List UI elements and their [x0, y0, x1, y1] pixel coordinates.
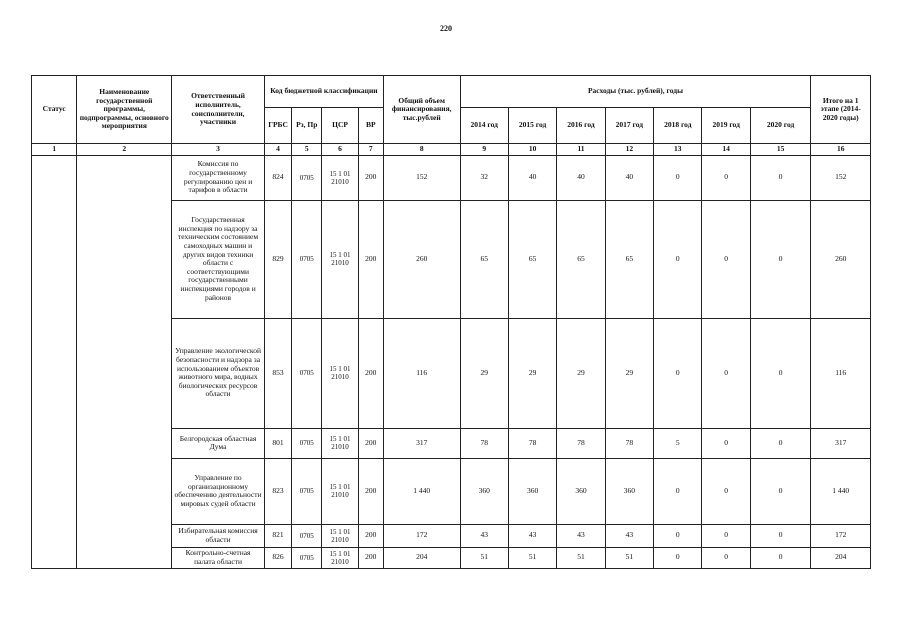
- column-number: 13: [654, 144, 702, 156]
- column-number: 11: [557, 144, 605, 156]
- grbs-cell: 853: [264, 318, 291, 428]
- grbs-cell: 823: [264, 458, 291, 524]
- header-year-2016: 2016 год: [557, 108, 605, 144]
- vr-cell: 200: [358, 524, 383, 547]
- y2018-cell: 0: [654, 155, 702, 200]
- y2015-cell: 43: [508, 524, 556, 547]
- grbs-cell: 826: [264, 547, 291, 568]
- y2014-cell: 51: [460, 547, 508, 568]
- csr-cell: 15 1 01 21010: [322, 318, 358, 428]
- budget-table: [31, 75, 871, 569]
- executor-cell: Управление экологической безопасности и надзора за использованием объектов животного мира, водных биологических ресурсов области: [172, 318, 265, 428]
- y2019-cell: 0: [702, 318, 750, 428]
- y2018-cell: 0: [654, 458, 702, 524]
- vr-cell: 200: [358, 428, 383, 458]
- column-number: 10: [508, 144, 556, 156]
- y2017-cell: 43: [605, 524, 653, 547]
- column-number: 4: [264, 144, 291, 156]
- total-cell: 260: [383, 200, 460, 318]
- y2019-cell: 0: [702, 458, 750, 524]
- program-name-cell: [77, 155, 172, 568]
- stage-total-cell: 317: [811, 428, 871, 458]
- y2017-cell: 51: [605, 547, 653, 568]
- stage-total-cell: 172: [811, 524, 871, 547]
- header-year-2020: 2020 год: [750, 108, 811, 144]
- y2018-cell: 0: [654, 524, 702, 547]
- y2018-cell: 0: [654, 547, 702, 568]
- y2016-cell: 43: [557, 524, 605, 547]
- y2014-cell: 65: [460, 200, 508, 318]
- header-year-2015: 2015 год: [508, 108, 556, 144]
- header-budget-code: Код бюджетной классификации: [264, 76, 383, 108]
- y2015-cell: 65: [508, 200, 556, 318]
- y2017-cell: 360: [605, 458, 653, 524]
- table-row: [32, 155, 871, 200]
- y2016-cell: 51: [557, 547, 605, 568]
- total-cell: 317: [383, 428, 460, 458]
- y2014-cell: 78: [460, 428, 508, 458]
- csr-cell: 15 1 01 21010: [322, 155, 358, 200]
- y2017-cell: 29: [605, 318, 653, 428]
- y2016-cell: 78: [557, 428, 605, 458]
- y2017-cell: 65: [605, 200, 653, 318]
- stage-total-cell: 260: [811, 200, 871, 318]
- executor-cell: Управление по организационному обеспечению деятельности мировых судей области: [172, 458, 265, 524]
- column-number: 6: [322, 144, 358, 156]
- header-year-2019: 2019 год: [702, 108, 750, 144]
- y2017-cell: 78: [605, 428, 653, 458]
- y2018-cell: 5: [654, 428, 702, 458]
- y2020-cell: 0: [750, 155, 811, 200]
- y2018-cell: 0: [654, 318, 702, 428]
- rzpr-cell: 0705: [292, 200, 322, 318]
- rzpr-cell: 0705: [292, 547, 322, 568]
- y2014-cell: 360: [460, 458, 508, 524]
- y2015-cell: 29: [508, 318, 556, 428]
- column-number: 7: [358, 144, 383, 156]
- y2019-cell: 0: [702, 155, 750, 200]
- y2019-cell: 0: [702, 200, 750, 318]
- rzpr-cell: 0705: [292, 318, 322, 428]
- csr-cell: 15 1 01 21010: [322, 458, 358, 524]
- csr-cell: 15 1 01 21010: [322, 428, 358, 458]
- y2015-cell: 40: [508, 155, 556, 200]
- executor-cell: Белгородская областная Дума: [172, 428, 265, 458]
- grbs-cell: 824: [264, 155, 291, 200]
- y2020-cell: 0: [750, 524, 811, 547]
- column-number: 14: [702, 144, 750, 156]
- column-number: 5: [292, 144, 322, 156]
- vr-cell: 200: [358, 155, 383, 200]
- column-number: 1: [32, 144, 77, 156]
- csr-cell: 15 1 01 21010: [322, 547, 358, 568]
- column-number: 12: [605, 144, 653, 156]
- header-year-2017: 2017 год: [605, 108, 653, 144]
- csr-cell: 15 1 01 21010: [322, 524, 358, 547]
- total-cell: 116: [383, 318, 460, 428]
- y2018-cell: 0: [654, 200, 702, 318]
- header-stage-total: Итого на 1 этапе (2014-2020 годы): [811, 76, 871, 144]
- y2020-cell: 0: [750, 200, 811, 318]
- column-number: 16: [811, 144, 871, 156]
- rzpr-cell: 0705: [292, 428, 322, 458]
- y2020-cell: 0: [750, 547, 811, 568]
- y2014-cell: 32: [460, 155, 508, 200]
- header-total-funding: Общий объем финансирования, тыс.рублей: [383, 76, 460, 144]
- executor-cell: Контрольно-счетная палата области: [172, 547, 265, 568]
- column-number: 3: [172, 144, 265, 156]
- status-cell: [32, 155, 77, 568]
- y2015-cell: 360: [508, 458, 556, 524]
- stage-total-cell: 152: [811, 155, 871, 200]
- total-cell: 172: [383, 524, 460, 547]
- header-executor: Ответственный исполнитель, соисполнители, участники: [172, 76, 265, 144]
- y2015-cell: 78: [508, 428, 556, 458]
- column-number: 2: [77, 144, 172, 156]
- vr-cell: 200: [358, 318, 383, 428]
- y2014-cell: 29: [460, 318, 508, 428]
- header-year-2014: 2014 год: [460, 108, 508, 144]
- y2016-cell: 65: [557, 200, 605, 318]
- y2020-cell: 0: [750, 458, 811, 524]
- header-expenses: Расходы (тыс. рублей), годы: [460, 76, 811, 108]
- stage-total-cell: 204: [811, 547, 871, 568]
- total-cell: 204: [383, 547, 460, 568]
- y2014-cell: 43: [460, 524, 508, 547]
- y2016-cell: 40: [557, 155, 605, 200]
- executor-cell: Избирательная комиссия области: [172, 524, 265, 547]
- y2015-cell: 51: [508, 547, 556, 568]
- vr-cell: 200: [358, 458, 383, 524]
- csr-cell: 15 1 01 21010: [322, 200, 358, 318]
- vr-cell: 200: [358, 200, 383, 318]
- y2016-cell: 360: [557, 458, 605, 524]
- header-vr: ВР: [358, 108, 383, 144]
- page-number: 220: [440, 24, 452, 33]
- y2017-cell: 40: [605, 155, 653, 200]
- stage-total-cell: 1 440: [811, 458, 871, 524]
- y2019-cell: 0: [702, 428, 750, 458]
- header-year-2018: 2018 год: [654, 108, 702, 144]
- y2019-cell: 0: [702, 524, 750, 547]
- rzpr-cell: 0705: [292, 458, 322, 524]
- column-number: 15: [750, 144, 811, 156]
- header-csr: ЦСР: [322, 108, 358, 144]
- y2016-cell: 29: [557, 318, 605, 428]
- column-number-row: [32, 144, 871, 156]
- header-rz-pr: Рз, Пр: [292, 108, 322, 144]
- grbs-cell: 801: [264, 428, 291, 458]
- header-program-name: Наименование государственной программы, подпрограммы, основного мероприятия: [77, 76, 172, 144]
- total-cell: 1 440: [383, 458, 460, 524]
- y2020-cell: 0: [750, 318, 811, 428]
- rzpr-cell: 0705: [292, 524, 322, 547]
- header-grbs: ГРБС: [264, 108, 291, 144]
- y2019-cell: 0: [702, 547, 750, 568]
- stage-total-cell: 116: [811, 318, 871, 428]
- grbs-cell: 829: [264, 200, 291, 318]
- rzpr-cell: 0705: [292, 155, 322, 200]
- column-number: 8: [383, 144, 460, 156]
- column-number: 9: [460, 144, 508, 156]
- grbs-cell: 821: [264, 524, 291, 547]
- executor-cell: Государственная инспекция по надзору за техническим состоянием самоходных машин и других видов техники области с соответствующими государственными инспекциями городов и районов: [172, 200, 265, 318]
- executor-cell: Комиссия по государственному регулированию цен и тарифов в области: [172, 155, 265, 200]
- vr-cell: 200: [358, 547, 383, 568]
- y2020-cell: 0: [750, 428, 811, 458]
- total-cell: 152: [383, 155, 460, 200]
- header-status: Статус: [32, 76, 77, 144]
